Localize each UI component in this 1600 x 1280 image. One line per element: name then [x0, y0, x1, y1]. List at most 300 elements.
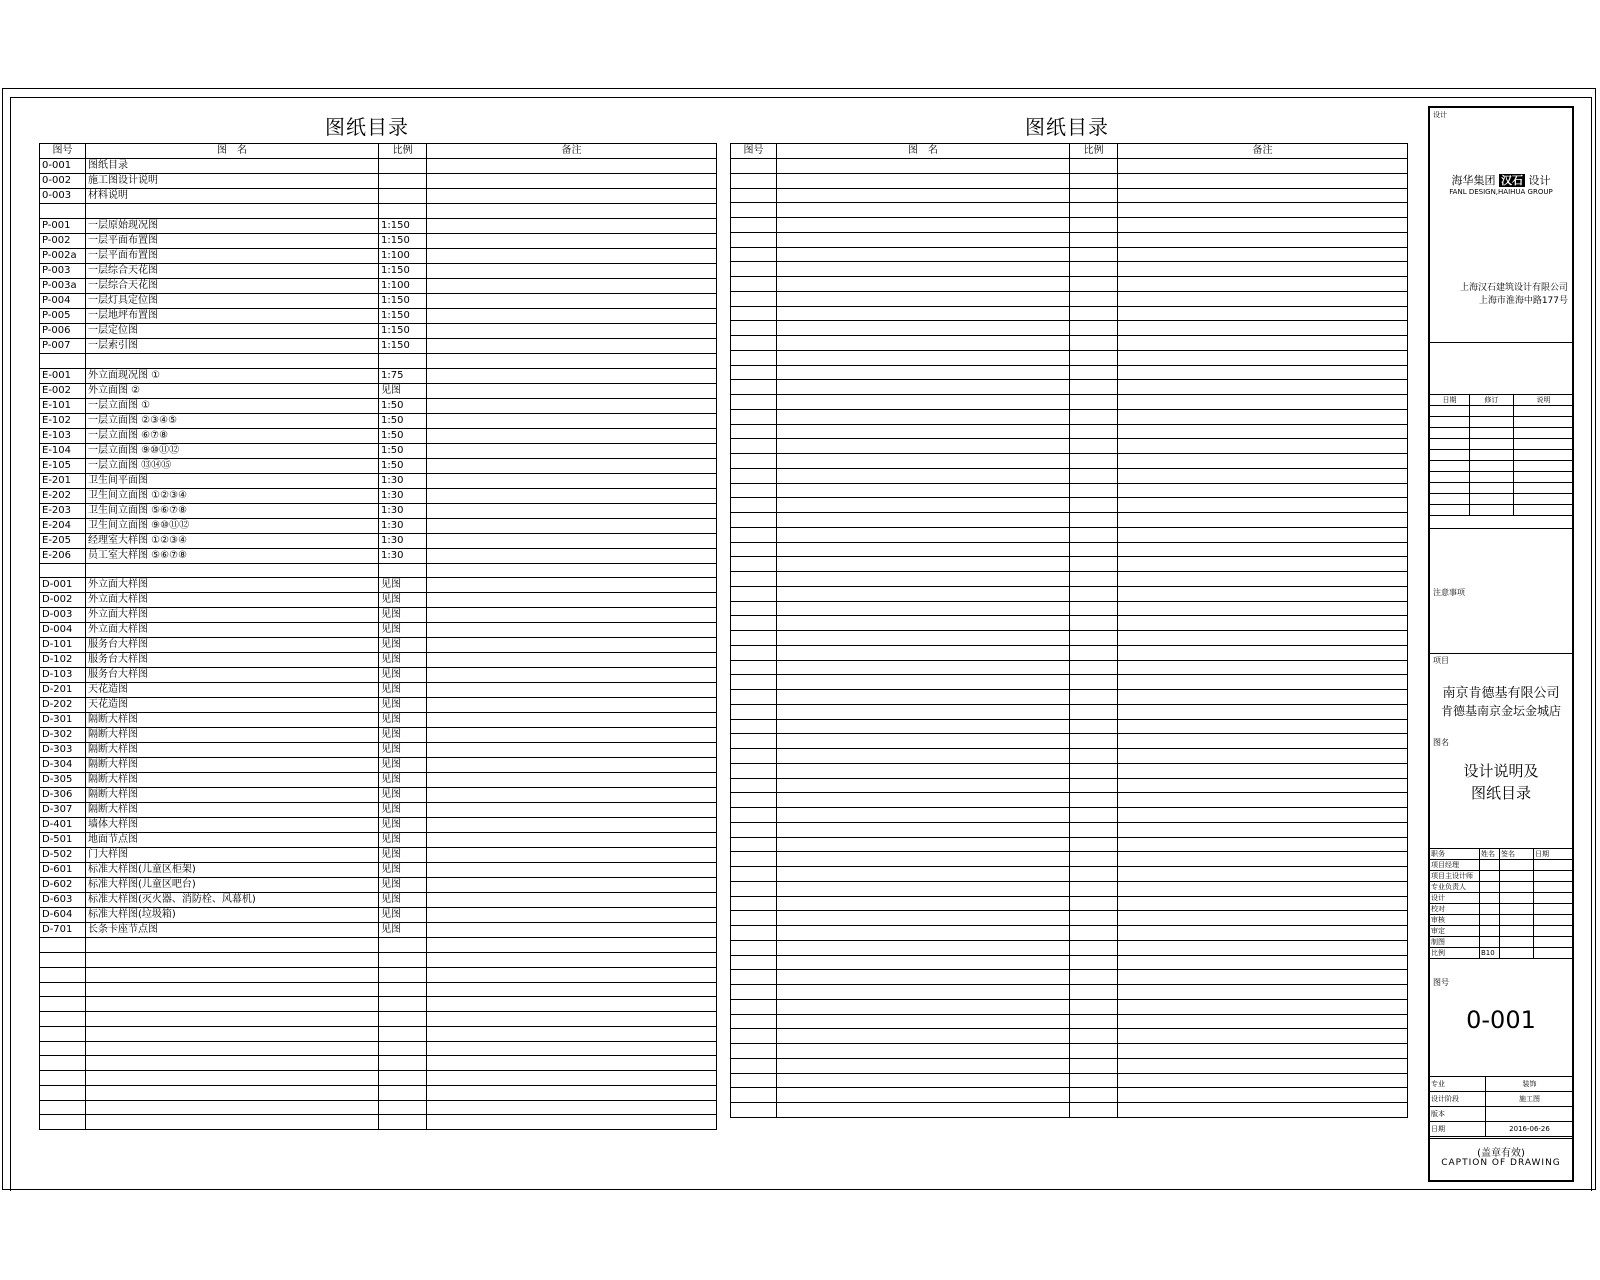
- table-row: [40, 773, 717, 788]
- row-scale: 见图: [379, 743, 427, 758]
- row-name: 外立面大样图: [86, 608, 379, 623]
- row-scale: 1:100: [379, 248, 427, 263]
- table-row: [731, 424, 1408, 439]
- revision-table: [1429, 394, 1574, 516]
- row-no: E-101: [40, 398, 86, 413]
- row-no: D-601: [40, 863, 86, 878]
- row-scale: [1070, 1029, 1118, 1044]
- row-scale: [1070, 542, 1118, 557]
- row-remark: [1118, 749, 1408, 764]
- row-remark: [427, 863, 717, 878]
- row-remark: [1118, 247, 1408, 262]
- table-row: [731, 778, 1408, 793]
- row-remark: [427, 204, 717, 219]
- row-no: [731, 350, 777, 365]
- row-remark: [427, 728, 717, 743]
- sign-cell: [1500, 882, 1534, 893]
- row-remark: [1118, 159, 1408, 174]
- row-remark: [427, 653, 717, 668]
- row-scale: 见图: [379, 833, 427, 848]
- row-remark: [1118, 808, 1408, 823]
- row-name: [777, 867, 1070, 882]
- row-remark: [427, 174, 717, 189]
- row-no: D-304: [40, 758, 86, 773]
- col-header-scale: 比例: [379, 144, 427, 159]
- row-name: [86, 953, 379, 968]
- table-row: [40, 533, 717, 548]
- row-name: 隔断大样图: [86, 773, 379, 788]
- table-row: [40, 833, 717, 848]
- table-row: [40, 398, 717, 413]
- table-row: [40, 473, 717, 488]
- row-no: [731, 365, 777, 380]
- table-row: [731, 926, 1408, 941]
- row-no: D-301: [40, 713, 86, 728]
- row-no: [731, 999, 777, 1014]
- row-no: D-103: [40, 668, 86, 683]
- row-scale: 1:30: [379, 488, 427, 503]
- row-remark: [1118, 306, 1408, 321]
- table-row: [40, 248, 717, 263]
- row-no: E-206: [40, 548, 86, 563]
- row-scale: 见图: [379, 803, 427, 818]
- row-name: [86, 1115, 379, 1130]
- row-name: 标准大样图(儿童区柜架): [86, 863, 379, 878]
- row-name: 一层平面布置图: [86, 248, 379, 263]
- row-no: [731, 1103, 777, 1118]
- table-row: [40, 338, 717, 353]
- row-no: E-105: [40, 458, 86, 473]
- row-name: [777, 586, 1070, 601]
- row-no: D-004: [40, 623, 86, 638]
- row-scale: [1070, 173, 1118, 188]
- table-row: [40, 578, 717, 593]
- row-name: 标准大样图(儿童区吧台): [86, 878, 379, 893]
- row-remark: [427, 923, 717, 938]
- stage-row: [1430, 1107, 1574, 1122]
- row-no: E-102: [40, 413, 86, 428]
- row-scale: 1:150: [379, 263, 427, 278]
- row-scale: [1070, 380, 1118, 395]
- row-scale: 1:150: [379, 338, 427, 353]
- row-no: [731, 1029, 777, 1044]
- row-scale: 见图: [379, 923, 427, 938]
- row-remark: [1118, 277, 1408, 292]
- table-row: [731, 218, 1408, 233]
- row-no: [731, 675, 777, 690]
- table-row: [731, 763, 1408, 778]
- row-name: 地面节点图: [86, 833, 379, 848]
- row-remark: [1118, 852, 1408, 867]
- table-row: [40, 668, 717, 683]
- row-no: [731, 277, 777, 292]
- row-name: [777, 454, 1070, 469]
- row-remark: [427, 608, 717, 623]
- table-row: [731, 645, 1408, 660]
- sign-role: 制图: [1430, 937, 1480, 948]
- row-remark: [1118, 631, 1408, 646]
- table-row: [40, 159, 717, 174]
- row-remark: [1118, 203, 1408, 218]
- row-scale: 1:75: [379, 368, 427, 383]
- row-no: P-007: [40, 338, 86, 353]
- table-row: [40, 743, 717, 758]
- row-name: 隔断大样图: [86, 758, 379, 773]
- row-remark: [427, 758, 717, 773]
- divider: [1430, 528, 1572, 529]
- row-name: [777, 409, 1070, 424]
- sign-cell: [1480, 937, 1500, 948]
- sign-role: 校对: [1430, 904, 1480, 915]
- row-no: [731, 749, 777, 764]
- col-header-scale: 比例: [1070, 144, 1118, 159]
- table-row: [40, 1056, 717, 1071]
- table-row: [40, 893, 717, 908]
- row-scale: [1070, 808, 1118, 823]
- row-name: [86, 1041, 379, 1056]
- row-scale: [1070, 336, 1118, 351]
- row-remark: [1118, 1044, 1408, 1059]
- drawing-name-line2: 图纸目录: [1470, 784, 1531, 802]
- row-remark: [427, 953, 717, 968]
- row-name: 隔断大样图: [86, 788, 379, 803]
- row-remark: [427, 189, 717, 204]
- row-scale: [1070, 247, 1118, 262]
- row-scale: 见图: [379, 893, 427, 908]
- row-name: 隔断大样图: [86, 713, 379, 728]
- row-name: [777, 439, 1070, 454]
- sign-cell: [1480, 871, 1500, 882]
- row-name: [777, 631, 1070, 646]
- row-no: [731, 468, 777, 483]
- row-scale: 1:30: [379, 533, 427, 548]
- row-no: [731, 704, 777, 719]
- table-row: [731, 380, 1408, 395]
- row-no: [40, 982, 86, 997]
- sign-role: 专业负责人: [1430, 882, 1480, 893]
- row-remark: [1118, 483, 1408, 498]
- row-remark: [427, 967, 717, 982]
- row-scale: [379, 204, 427, 219]
- row-remark: [427, 982, 717, 997]
- row-name: [777, 321, 1070, 336]
- sign-cell: [1534, 904, 1574, 915]
- row-scale: [1070, 277, 1118, 292]
- row-name: [777, 159, 1070, 174]
- row-name: [777, 822, 1070, 837]
- stage-row: [1430, 1122, 1574, 1137]
- row-remark: [427, 578, 717, 593]
- row-name: 图纸目录: [86, 159, 379, 174]
- firm-name: 上海汉石建筑设计有限公司: [1459, 283, 1568, 293]
- row-name: [777, 1014, 1070, 1029]
- table-row: [731, 601, 1408, 616]
- row-remark: [1118, 513, 1408, 528]
- row-no: [731, 513, 777, 528]
- table-row: [731, 291, 1408, 306]
- row-no: [731, 439, 777, 454]
- row-name: [777, 262, 1070, 277]
- row-name: 长条卡座节点图: [86, 923, 379, 938]
- row-name: [86, 353, 379, 368]
- col-header-no: 图号: [731, 144, 777, 159]
- row-no: [40, 1071, 86, 1086]
- row-no: P-002a: [40, 248, 86, 263]
- table-row: [40, 1071, 717, 1086]
- table-row: [40, 503, 717, 518]
- row-no: D-602: [40, 878, 86, 893]
- row-remark: [1118, 601, 1408, 616]
- table-row: [40, 189, 717, 204]
- row-remark: [1118, 572, 1408, 587]
- table-row: [731, 203, 1408, 218]
- table-row: [40, 683, 717, 698]
- row-scale: 见图: [379, 593, 427, 608]
- table-row: [731, 365, 1408, 380]
- stage-row: [1430, 1092, 1574, 1107]
- row-no: [731, 719, 777, 734]
- stage-value: 施工图: [1486, 1092, 1574, 1107]
- row-remark: [427, 323, 717, 338]
- sign-cell: [1480, 860, 1500, 871]
- row-no: D-302: [40, 728, 86, 743]
- sign-row: [1430, 948, 1574, 959]
- row-name: [777, 837, 1070, 852]
- row-remark: [1118, 188, 1408, 203]
- sign-cell: [1480, 904, 1500, 915]
- sign-cell: [1480, 926, 1500, 937]
- sign-header-role: 职务: [1430, 849, 1480, 860]
- row-scale: 见图: [379, 383, 427, 398]
- row-no: [731, 542, 777, 557]
- row-scale: [379, 353, 427, 368]
- sign-row: [1430, 860, 1574, 871]
- table-row: [731, 336, 1408, 351]
- table-row: [40, 488, 717, 503]
- row-scale: [1070, 911, 1118, 926]
- table-row: [731, 232, 1408, 247]
- row-scale: [1070, 719, 1118, 734]
- table-row: [40, 383, 717, 398]
- row-name: [777, 1044, 1070, 1059]
- table-row: [731, 498, 1408, 513]
- row-no: [40, 563, 86, 578]
- table-row: [40, 1100, 717, 1115]
- row-no: [731, 1088, 777, 1103]
- row-remark: [427, 353, 717, 368]
- row-name: [86, 982, 379, 997]
- row-no: [731, 203, 777, 218]
- row-scale: [1070, 749, 1118, 764]
- table-row: [731, 616, 1408, 631]
- row-no: D-002: [40, 593, 86, 608]
- row-name: [777, 498, 1070, 513]
- row-remark: [1118, 645, 1408, 660]
- row-scale: [379, 1085, 427, 1100]
- row-no: [731, 336, 777, 351]
- table-row: [40, 818, 717, 833]
- row-scale: [1070, 793, 1118, 808]
- row-scale: [1070, 409, 1118, 424]
- row-remark: [427, 1100, 717, 1115]
- row-name: 外立面大样图: [86, 593, 379, 608]
- row-remark: [1118, 867, 1408, 882]
- row-no: [731, 395, 777, 410]
- row-no: E-203: [40, 503, 86, 518]
- row-remark: [1118, 395, 1408, 410]
- row-no: [40, 1012, 86, 1027]
- table-row: [40, 788, 717, 803]
- row-name: [86, 204, 379, 219]
- row-remark: [427, 803, 717, 818]
- row-no: D-307: [40, 803, 86, 818]
- row-remark: [427, 848, 717, 863]
- table-row: [40, 1115, 717, 1130]
- row-name: [777, 896, 1070, 911]
- row-no: E-104: [40, 443, 86, 458]
- table-row: [731, 262, 1408, 277]
- row-name: 隔断大样图: [86, 728, 379, 743]
- row-name: [777, 660, 1070, 675]
- row-scale: [1070, 616, 1118, 631]
- row-scale: 1:150: [379, 293, 427, 308]
- row-no: 0-001: [40, 159, 86, 174]
- row-scale: [1070, 203, 1118, 218]
- row-no: [731, 616, 777, 631]
- row-name: 天花造图: [86, 698, 379, 713]
- row-remark: [1118, 1073, 1408, 1088]
- sign-row: [1430, 871, 1574, 882]
- row-name: [777, 483, 1070, 498]
- row-scale: [1070, 867, 1118, 882]
- table-row: [731, 1044, 1408, 1059]
- divider: [1430, 653, 1572, 654]
- row-scale: [1070, 468, 1118, 483]
- row-remark: [1118, 690, 1408, 705]
- row-scale: [1070, 439, 1118, 454]
- row-scale: [1070, 704, 1118, 719]
- row-name: [777, 203, 1070, 218]
- row-scale: [379, 174, 427, 189]
- row-name: 材料说明: [86, 189, 379, 204]
- row-name: [777, 645, 1070, 660]
- row-scale: [1070, 763, 1118, 778]
- stage-label: 专业: [1430, 1077, 1486, 1092]
- row-name: [777, 1103, 1070, 1118]
- row-remark: [427, 668, 717, 683]
- row-name: [777, 557, 1070, 572]
- table-row: [731, 173, 1408, 188]
- table-row: [40, 758, 717, 773]
- row-remark: [1118, 896, 1408, 911]
- stage-value: 2016-06-26: [1486, 1122, 1574, 1137]
- row-scale: [1070, 690, 1118, 705]
- row-no: D-603: [40, 893, 86, 908]
- row-no: [40, 938, 86, 953]
- row-name: 一层灯具定位图: [86, 293, 379, 308]
- row-no: [731, 955, 777, 970]
- row-scale: [1070, 926, 1118, 941]
- row-no: [731, 498, 777, 513]
- row-remark: [1118, 881, 1408, 896]
- row-scale: [1070, 188, 1118, 203]
- row-scale: [1070, 675, 1118, 690]
- table-row: [731, 660, 1408, 675]
- row-remark: [1118, 218, 1408, 233]
- row-scale: [1070, 424, 1118, 439]
- sign-role: 比例: [1430, 948, 1480, 959]
- row-no: [731, 896, 777, 911]
- row-scale: [1070, 778, 1118, 793]
- table-row: [731, 985, 1408, 1000]
- row-remark: [1118, 365, 1408, 380]
- row-scale: [1070, 572, 1118, 587]
- row-name: [777, 1058, 1070, 1073]
- table-row: [731, 1103, 1408, 1118]
- row-name: 一层地坪布置图: [86, 308, 379, 323]
- row-no: [40, 1085, 86, 1100]
- row-name: [777, 881, 1070, 896]
- table-row: [40, 923, 717, 938]
- row-name: [777, 173, 1070, 188]
- table-row: [731, 719, 1408, 734]
- row-no: [731, 926, 777, 941]
- col-header-no: 图号: [40, 144, 86, 159]
- row-remark: [427, 833, 717, 848]
- row-scale: 1:30: [379, 473, 427, 488]
- row-remark: [427, 548, 717, 563]
- row-scale: [1070, 1088, 1118, 1103]
- row-no: [731, 778, 777, 793]
- row-remark: [427, 458, 717, 473]
- row-name: 服务台大样图: [86, 668, 379, 683]
- row-no: [731, 247, 777, 262]
- sign-cell: [1534, 926, 1574, 937]
- row-name: [777, 985, 1070, 1000]
- table-row: [731, 734, 1408, 749]
- row-remark: [1118, 424, 1408, 439]
- row-scale: 见图: [379, 788, 427, 803]
- row-no: [731, 173, 777, 188]
- sign-header-name: 姓名: [1480, 849, 1500, 860]
- row-scale: 见图: [379, 683, 427, 698]
- row-remark: [427, 1115, 717, 1130]
- row-no: D-001: [40, 578, 86, 593]
- row-scale: 1:100: [379, 278, 427, 293]
- stage-row: [1430, 1077, 1574, 1092]
- row-remark: [427, 473, 717, 488]
- row-name: 一层立面图 ⑬⑭⑮: [86, 458, 379, 473]
- row-no: D-306: [40, 788, 86, 803]
- row-name: [777, 424, 1070, 439]
- table-row: [40, 458, 717, 473]
- row-no: [40, 1041, 86, 1056]
- row-name: 经理室大样图 ①②③④: [86, 533, 379, 548]
- company-logo: 汉石: [1501, 174, 1523, 187]
- row-scale: [1070, 881, 1118, 896]
- row-scale: 见图: [379, 668, 427, 683]
- row-name: [777, 395, 1070, 410]
- row-name: [777, 793, 1070, 808]
- row-name: [86, 1085, 379, 1100]
- sign-role: 项目经理: [1430, 860, 1480, 871]
- table-row: [40, 443, 717, 458]
- table-row: [40, 263, 717, 278]
- row-no: [731, 1073, 777, 1088]
- sign-cell: [1534, 893, 1574, 904]
- row-remark: [1118, 940, 1408, 955]
- row-scale: 1:50: [379, 428, 427, 443]
